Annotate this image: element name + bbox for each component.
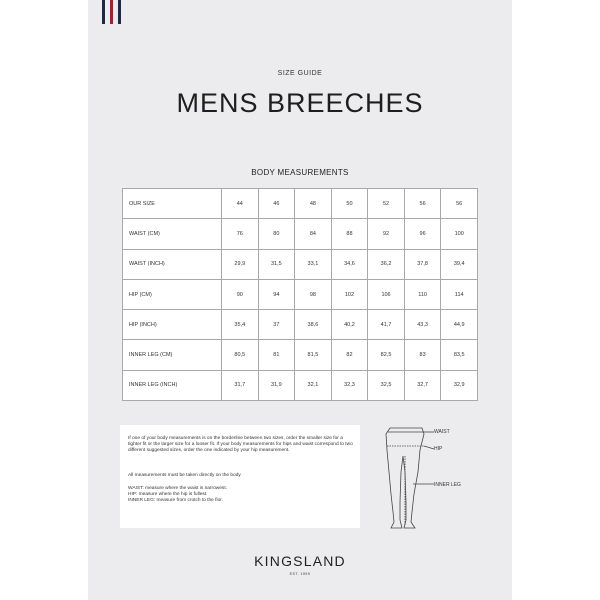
table-row [123, 249, 478, 279]
row-label: INNER LEG (CM) [123, 340, 222, 370]
figure-label-inner-leg: INNER LEG [434, 482, 461, 488]
row-label: OUR SIZE [123, 189, 222, 219]
table-cell: 38,6 [295, 310, 332, 340]
table-cell: 82 [331, 340, 368, 370]
table-row [123, 340, 478, 370]
table-cell: 81 [258, 340, 295, 370]
table-cell: 44 [222, 189, 259, 219]
eyebrow-label: SIZE GUIDE [277, 70, 323, 77]
table-cell: 32,9 [441, 370, 478, 400]
table-cell: 37,8 [404, 249, 441, 279]
brand-established: EST. 1999 [289, 572, 311, 576]
table-cell: 83 [404, 340, 441, 370]
table-cell: 48 [295, 189, 332, 219]
note-borderline: If one of your body measurements is on the borderline between two sizes, order the smaller size for a tighter fit or the larger size for a looser fit. If your body measurements for hips and waist correspond to two different suggested sizes, order the one indicated by your hip measurement. [128, 436, 353, 454]
table-cell: 80 [258, 219, 295, 249]
table-cell: 98 [295, 279, 332, 309]
page-title: MENS BREECHES [176, 88, 424, 118]
table-cell: 90 [222, 279, 259, 309]
row-label: WAIST (CM) [123, 219, 222, 249]
table-cell: 44,9 [441, 310, 478, 340]
table-cell: 76 [222, 219, 259, 249]
table-cell: 82,5 [368, 340, 405, 370]
note-hip: HIP: measure where the hip is fullest. [128, 492, 208, 497]
table-cell: 32,3 [331, 370, 368, 400]
table-cell: 102 [331, 279, 368, 309]
figure-label-hip: HIP [434, 446, 443, 452]
table-cell: 92 [368, 219, 405, 249]
table-cell: 32,5 [368, 370, 405, 400]
table-cell: 43,3 [404, 310, 441, 340]
table-cell: 31,5 [258, 249, 295, 279]
table-cell: 83,5 [441, 340, 478, 370]
table-cell: 46 [258, 189, 295, 219]
table-cell: 52 [368, 189, 405, 219]
table-cell: 110 [404, 279, 441, 309]
table-cell: 56 [404, 189, 441, 219]
table-cell: 114 [441, 279, 478, 309]
section-title: BODY MEASUREMENTS [251, 168, 349, 177]
table-cell: 100 [441, 219, 478, 249]
measurements-table [122, 188, 478, 401]
table-cell: 34,6 [331, 249, 368, 279]
table-cell: 37 [258, 310, 295, 340]
note-waist: WAIST: measure where the waist is narrowest. [128, 486, 227, 491]
row-label: WAIST (INCH) [123, 249, 222, 279]
table-cell: 35,4 [222, 310, 259, 340]
table-cell: 96 [404, 219, 441, 249]
table-cell: 88 [331, 219, 368, 249]
table-row [123, 189, 478, 219]
table-cell: 106 [368, 279, 405, 309]
table-cell: 41,7 [368, 310, 405, 340]
table-cell: 33,1 [295, 249, 332, 279]
row-label: INNER LEG (INCH) [123, 370, 222, 400]
flag-stripe-red [110, 0, 113, 24]
figure-label-waist: WAIST [434, 429, 450, 435]
table-row [123, 370, 478, 400]
table-cell: 94 [258, 279, 295, 309]
flag-stripe-navy-2 [118, 0, 121, 24]
row-label: HIP (INCH) [123, 310, 222, 340]
table-cell: 80,5 [222, 340, 259, 370]
flag-stripe-navy [102, 0, 105, 24]
table-cell: 39,4 [441, 249, 478, 279]
table-cell: 81,5 [295, 340, 332, 370]
table-cell: 32,7 [404, 370, 441, 400]
note-inner-leg: INNER LEG: measure from crotch to the flor. [128, 498, 223, 503]
table-cell: 31,9 [258, 370, 295, 400]
note-direct: All measurements must be taken directly on the body [128, 473, 241, 478]
notes-box [120, 425, 360, 528]
table-cell: 84 [295, 219, 332, 249]
row-label: HIP (CM) [123, 279, 222, 309]
table-cell: 29,9 [222, 249, 259, 279]
table-row [123, 219, 478, 249]
table-cell: 40,2 [331, 310, 368, 340]
table-cell: 31,7 [222, 370, 259, 400]
brand-logo: KINGSLAND [254, 553, 346, 569]
table-cell: 32,1 [295, 370, 332, 400]
table-row [123, 310, 478, 340]
table-cell: 36,2 [368, 249, 405, 279]
table-row [123, 279, 478, 309]
table-cell: 50 [331, 189, 368, 219]
table-cell: 56 [441, 189, 478, 219]
